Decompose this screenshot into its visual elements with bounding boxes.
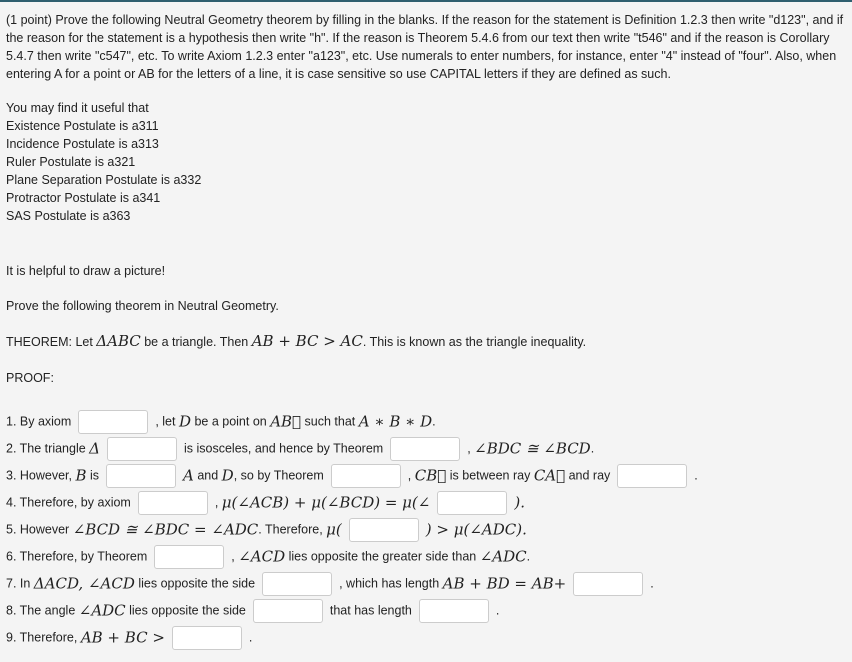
- math-expression: ∠ACD: [238, 547, 286, 566]
- math-expression: ∠ADC: [78, 601, 126, 620]
- step-text: and: [193, 468, 222, 483]
- answer-input[interactable]: [573, 572, 643, 596]
- step-text: 5. However: [6, 522, 73, 537]
- step-text: , so by Theorem: [233, 468, 324, 483]
- proof-step-7: [6, 570, 848, 596]
- hint-line: SAS Postulate is a363: [6, 209, 131, 223]
- step-text: .: [495, 603, 500, 618]
- math-expression: AB + BC >: [80, 628, 165, 647]
- proof-step-1: [6, 408, 848, 434]
- theorem-text: . This is known as the triangle inequality.: [362, 335, 587, 349]
- hint-line: Plane Separation Postulate is a332: [6, 173, 202, 187]
- answer-input[interactable]: [107, 437, 177, 461]
- step-text: .: [432, 414, 436, 429]
- step-text: .: [526, 549, 531, 564]
- proof-step-9: [6, 624, 848, 650]
- step-text: 6. Therefore, by Theorem: [6, 549, 148, 564]
- hint-line: Ruler Postulate is a321: [6, 155, 136, 169]
- theorem-text: be a triangle. Then: [140, 335, 252, 349]
- answer-input[interactable]: [419, 599, 489, 623]
- answer-input[interactable]: [154, 545, 224, 569]
- step-text: ,: [467, 441, 475, 456]
- math-expression: ∠ADC: [479, 547, 527, 566]
- math-expression: ∠BCD ≅ ∠BDC = ∠ADC: [72, 520, 259, 539]
- step-text: is: [86, 468, 100, 483]
- step-text: .: [650, 576, 654, 591]
- step-text: be a point on: [190, 414, 271, 429]
- step-text: 9. Therefore,: [6, 630, 81, 645]
- math-expression: D: [221, 466, 234, 485]
- math-expression: AB + BD = AB+: [442, 574, 567, 593]
- answer-input[interactable]: [172, 626, 242, 650]
- prove-text: Prove the following theorem in Neutral Geometry.: [6, 299, 279, 313]
- step-text: 7. In: [6, 576, 34, 591]
- proof-step-8: [6, 597, 848, 623]
- math-expression: ΔACD, ∠ACD: [33, 574, 135, 593]
- step-text: 8. The angle: [6, 603, 79, 618]
- math-expression: A: [183, 466, 194, 485]
- answer-input[interactable]: [390, 437, 460, 461]
- theorem-statement: [6, 332, 848, 351]
- math-expression: ∠BDC ≅ ∠BCD: [474, 439, 591, 458]
- proof-step-3: [6, 462, 848, 488]
- answer-input[interactable]: [138, 491, 208, 515]
- answer-input[interactable]: [437, 491, 507, 515]
- math-expression: AB⃗: [270, 412, 302, 431]
- math-expression: CA⃗: [533, 466, 566, 485]
- hint-line: You may find it useful that: [6, 101, 149, 115]
- theorem-text: THEOREM: Let: [6, 335, 97, 349]
- answer-input[interactable]: [262, 572, 332, 596]
- answer-input[interactable]: [253, 599, 323, 623]
- hint-line: Existence Postulate is a311: [6, 119, 159, 133]
- proof-step-4: [6, 489, 848, 515]
- theorem-math: AB + BC > AC: [251, 332, 363, 350]
- proof-step-2: [6, 435, 848, 461]
- step-text: and ray: [565, 468, 611, 483]
- step-text: lies opposite the side: [134, 576, 256, 591]
- step-text: is between ray: [446, 468, 534, 483]
- hints-list: [6, 99, 848, 225]
- step-text: that has length: [329, 603, 412, 618]
- math-expression: D: [178, 412, 191, 431]
- step-text: is isosceles, and hence by Theorem: [184, 441, 384, 456]
- intro-text: (1 point) Prove the following Neutral Geometry theorem by filling in the blanks. If the reason for the statement is Definition 1.2.3 then write "d123", and if the reason for the statement is a hypothesis then write "h". If the reason is Theorem 5.4.6 from our text then write "t546" and if the reason is Corollary 5.4.7 then write "c547", etc. To write Axiom 1.2.3 enter "a123", etc. Use numerals to enter numbers, for instance, enter "4" instead of "four". Also, when entering A for a point or AB for the letters of a line, it is case sensitive so use CAPITAL letters if they are defined as such.: [6, 13, 844, 81]
- step-text: .: [694, 468, 698, 483]
- step-text: .: [248, 630, 253, 645]
- step-text: , let: [155, 414, 179, 429]
- math-expression: Δ: [89, 439, 100, 458]
- math-expression: μ(: [326, 520, 342, 539]
- answer-input[interactable]: [349, 518, 419, 542]
- step-text: 1. By axiom: [6, 414, 72, 429]
- answer-input[interactable]: [78, 410, 148, 434]
- step-text: .: [590, 441, 595, 456]
- helpful-text: It is helpful to draw a picture!: [6, 264, 166, 278]
- math-expression: ) > μ(∠ADC).: [425, 520, 527, 539]
- hint-line: Incidence Postulate is a313: [6, 137, 159, 151]
- step-text: 2. The triangle: [6, 441, 90, 456]
- step-text: ,: [231, 549, 239, 564]
- math-expression: μ(∠ACB) + μ(∠BCD) = μ(∠: [221, 493, 431, 512]
- step-text: . Therefore,: [258, 522, 327, 537]
- math-expression: CB⃗: [414, 466, 447, 485]
- step-text: , which has length: [339, 576, 443, 591]
- hint-line: Protractor Postulate is a341: [6, 191, 161, 205]
- instructions: [6, 11, 848, 83]
- step-text: lies opposite the side: [125, 603, 246, 618]
- step-text: 3. However,: [6, 468, 76, 483]
- answer-input[interactable]: [106, 464, 176, 488]
- proof-label: PROOF:: [6, 371, 54, 385]
- theorem-math: ΔABC: [96, 332, 141, 350]
- math-expression: A ∗ B ∗ D: [358, 412, 433, 431]
- answer-input[interactable]: [331, 464, 401, 488]
- step-text: lies opposite the greater side than: [285, 549, 480, 564]
- step-text: 4. Therefore, by axiom: [6, 495, 131, 510]
- proof-step-5: [6, 516, 848, 542]
- math-expression: ).: [514, 493, 525, 512]
- step-text: ,: [214, 495, 222, 510]
- math-expression: B: [75, 466, 87, 485]
- proof-step-6: [6, 543, 848, 569]
- step-text: such that: [301, 414, 359, 429]
- answer-input[interactable]: [617, 464, 687, 488]
- step-text: ,: [407, 468, 415, 483]
